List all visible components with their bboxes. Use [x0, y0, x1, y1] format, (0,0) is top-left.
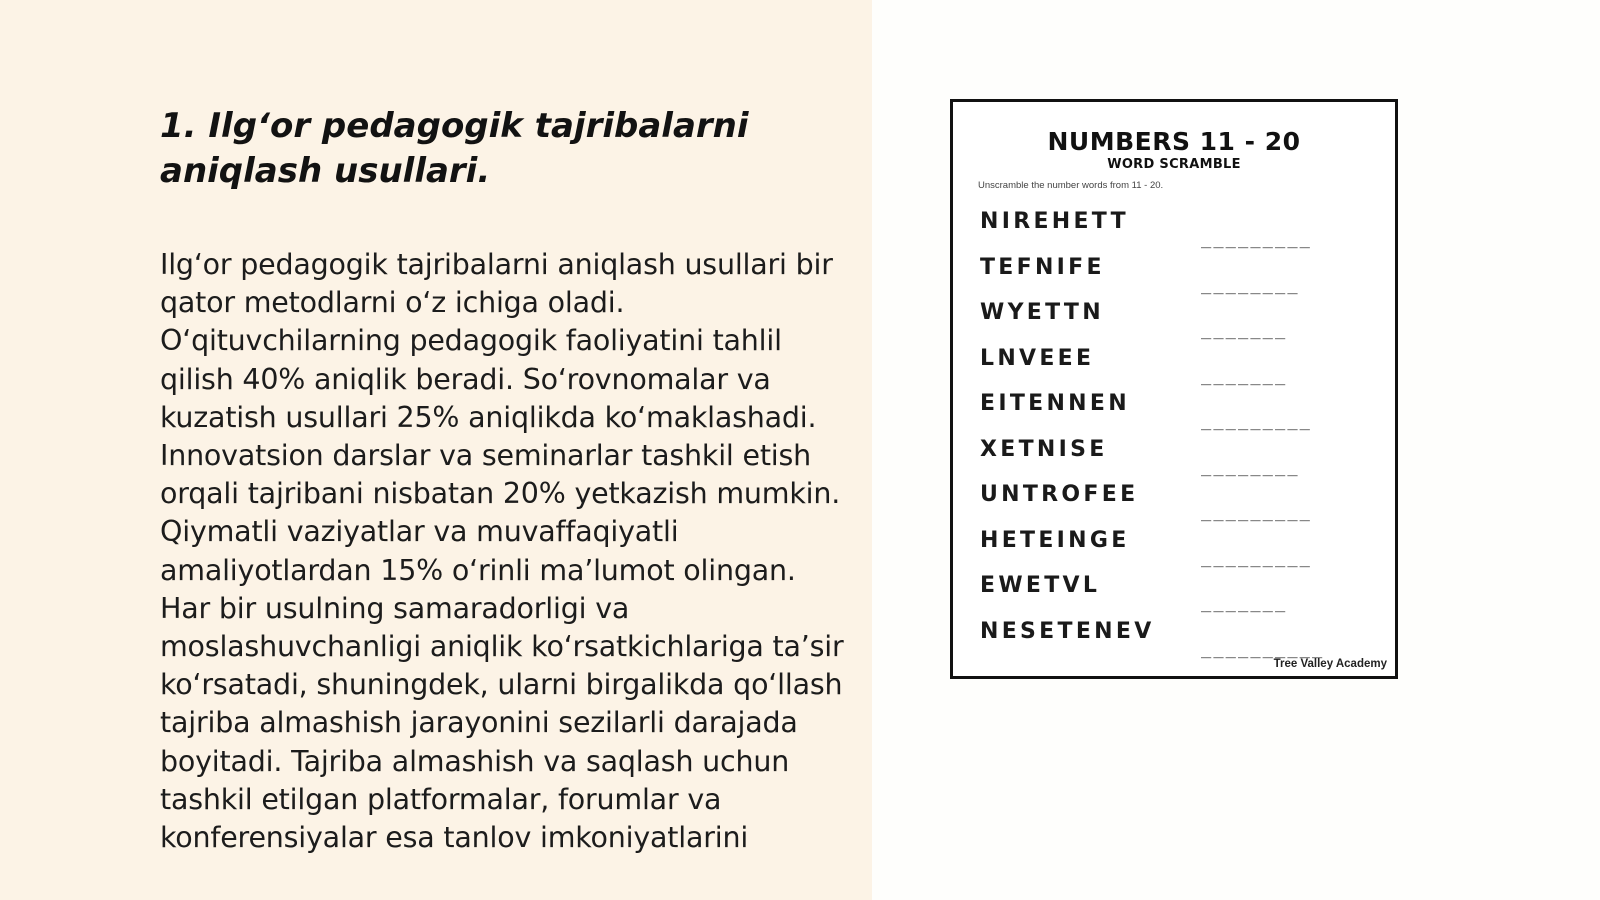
word-scramble-worksheet-image [950, 99, 1398, 679]
worksheet-instructions: Unscramble the number words from 11 - 20. [978, 180, 1164, 191]
answer-blank: ________ [1201, 456, 1300, 477]
scramble-row [980, 209, 1380, 249]
scrambled-word: XETNISE [980, 436, 1108, 462]
worksheet-title: NUMBERS 11 - 20 [1047, 127, 1301, 156]
scramble-row [980, 482, 1380, 522]
scrambled-word: NESETENEV [980, 618, 1155, 644]
scramble-row [980, 346, 1380, 386]
scrambled-word: UNTROFEE [980, 482, 1139, 507]
scramble-row [980, 573, 1380, 613]
scramble-row [980, 528, 1380, 568]
answer-blank: _______ [1201, 320, 1288, 340]
scramble-row [980, 619, 1380, 659]
scrambled-word: TEFNIFE [980, 254, 1105, 280]
slide-body-text: Ilg‘or pedagogik tajribalarni aniqlash usullari bir qator metodlarni o‘z ichiga oladi. O‘qituvchilarning pedagogik faoliyatini tahlil qilish 40% aniqlik beradi. So‘rovnomalar va kuzatish usullari 25% aniqlikda ko‘maklashadi. Innovatsion darslar va seminarlar tashkil etish orqali tajribani nisbatan 20% yetkazish mumkin. Qiymatli vaziyatlar va muvaffaqiyatli amaliyotlardan 15% o‘rinli ma’lumot olingan. Har bir usulning samaradorligi va moslashuvchanligi aniqlik ko‘rsatkichlariga ta’sir ko‘rsatadi, shuningdek, ularni birgalikda qo‘llash tajriba almashish jarayonini sezilarli darajada boyitadi. Tajriba almashish va saqlash uchun tashkil etilgan platformalar, forumlar va konferensiyalar esa tanlov imkoniyatlarini [160, 248, 844, 855]
scramble-row [980, 391, 1380, 431]
scramble-row [980, 437, 1380, 477]
scrambled-word: LNVEEE [980, 345, 1095, 371]
answer-blank: _______ [1201, 593, 1288, 613]
answer-blank: ________ [1201, 274, 1300, 295]
worksheet-subtitle: WORD SCRAMBLE [1107, 157, 1241, 172]
answer-blank: _________ [1201, 502, 1313, 522]
slide-title: 1. Ilg‘or pedagogik tajribalarni aniqlash usullari. [160, 106, 749, 191]
scramble-row [980, 300, 1380, 340]
worksheet-credit: Tree Valley Academy [1273, 658, 1387, 670]
answer-blank: _________ [1201, 547, 1313, 568]
scrambled-word: NIREHETT [980, 209, 1129, 234]
answer-blank: _______ [1201, 365, 1288, 386]
answer-blank: __________ [1201, 638, 1325, 659]
answer-blank: _________ [1201, 411, 1313, 431]
scrambled-word: WYETTN [980, 300, 1104, 325]
scrambled-word: EITENNEN [980, 391, 1130, 416]
answer-blank: _________ [1201, 229, 1313, 249]
scrambled-word: EWETVL [980, 573, 1101, 598]
scrambled-word: HETEINGE [980, 527, 1130, 553]
scramble-row [980, 255, 1380, 295]
